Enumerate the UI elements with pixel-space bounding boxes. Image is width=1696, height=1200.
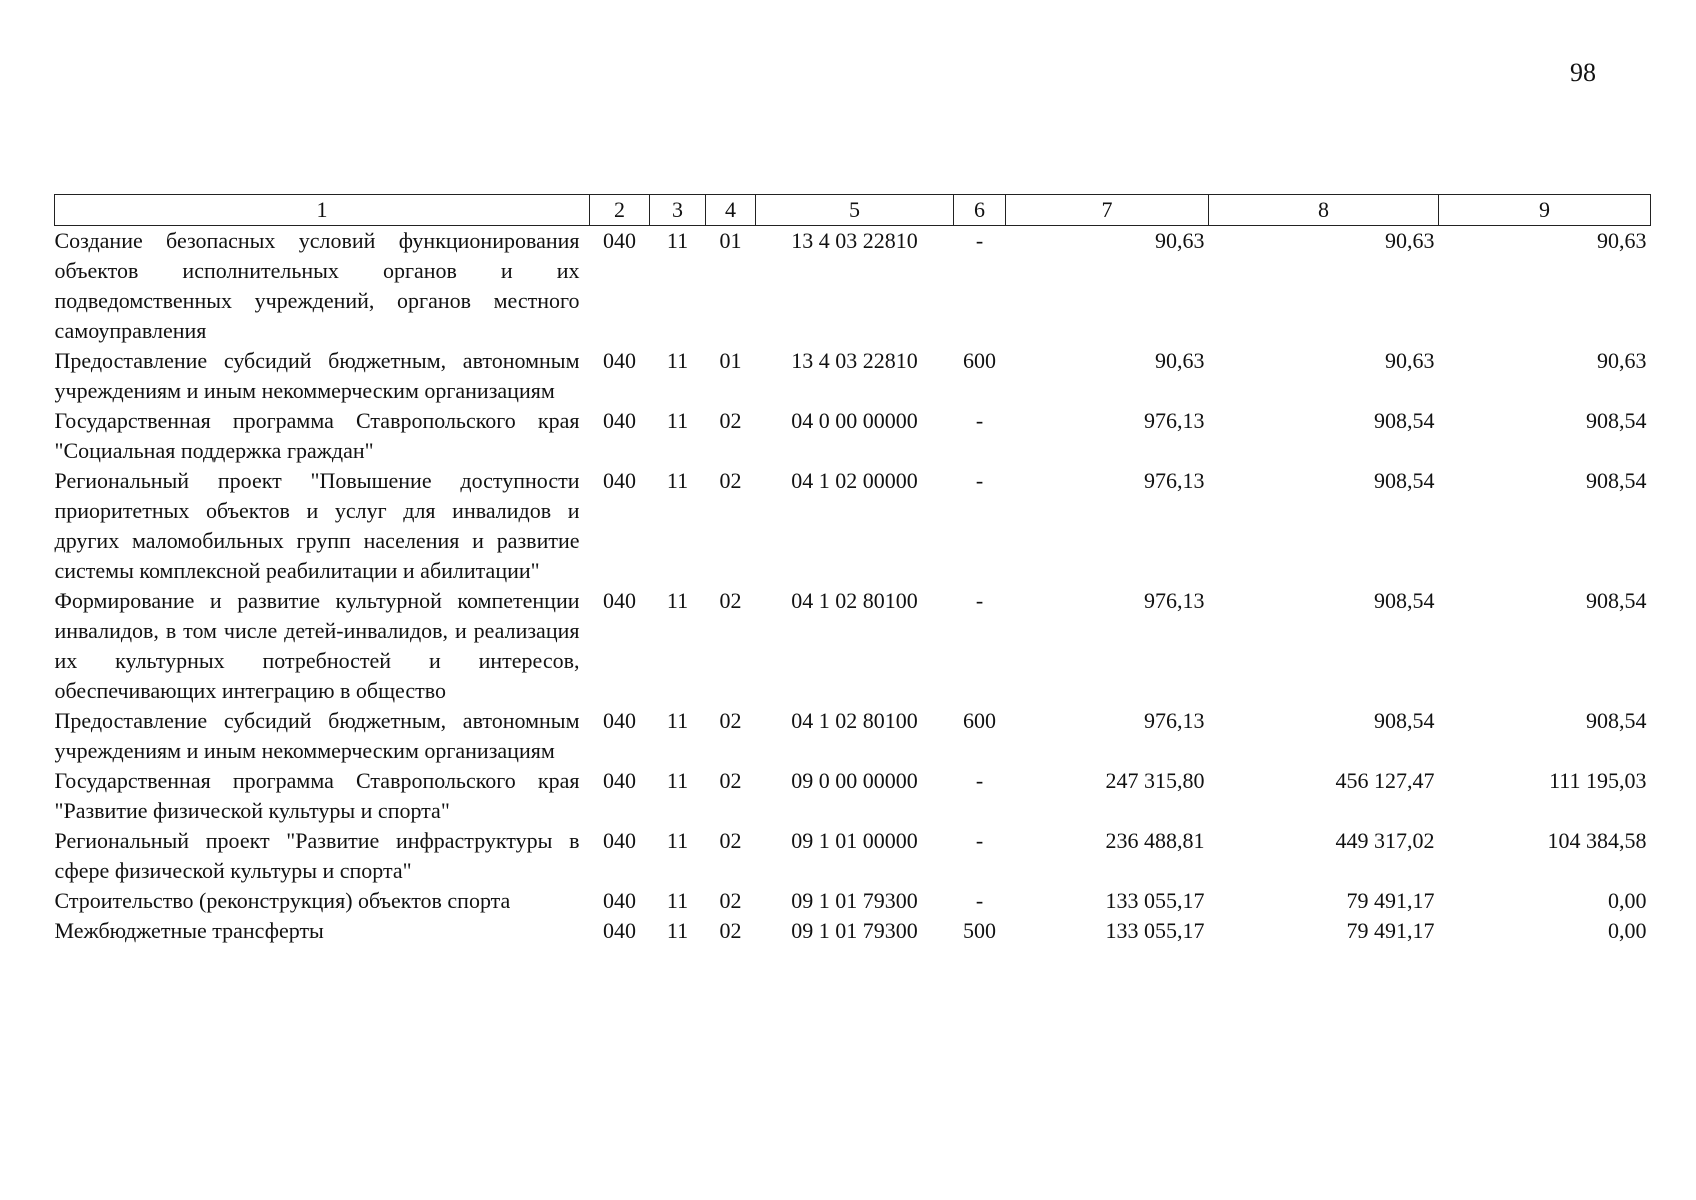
cell-expense-type: -: [975, 468, 984, 493]
cell-section: 11: [666, 828, 689, 853]
header-cell: 3: [650, 195, 706, 226]
cell-section: 11: [666, 588, 689, 613]
table-row: [55, 226, 1651, 347]
cell-ministry-code: 040: [603, 888, 636, 913]
cell-section: 11: [666, 918, 689, 943]
cell-amount-9: 90,63: [1597, 348, 1647, 373]
cell-ministry-code: 040: [603, 468, 636, 493]
cell-subsection: 02: [719, 408, 742, 433]
cell-amount-7: 976,13: [1144, 588, 1205, 613]
cell-expense-type: 600: [963, 348, 996, 373]
cell-subsection: 02: [719, 828, 742, 853]
cell-amount-7: 133 055,17: [1105, 918, 1205, 943]
row-name: Региональный проект "Повышение доступности приоритетных объектов и услуг для инвалидов и других маломобильных групп населения и развитие системы комплексной реабилитации и абилитации": [54, 468, 580, 583]
cell-target-article: 09 0 00 00000: [791, 768, 918, 793]
cell-section: 11: [666, 888, 689, 913]
row-name: Государственная программа Ставропольского края "Развитие физической культуры и спорта": [54, 768, 580, 823]
cell-amount-7: 976,13: [1144, 408, 1205, 433]
cell-subsection: 01: [719, 228, 742, 253]
cell-target-article: 04 1 02 80100: [791, 708, 918, 733]
table-row: [55, 886, 1651, 916]
row-name: Межбюджетные трансферты: [54, 918, 324, 943]
cell-ministry-code: 040: [603, 588, 636, 613]
cell-amount-9: 908,54: [1586, 408, 1647, 433]
table-row: [55, 706, 1651, 766]
cell-section: 11: [666, 468, 689, 493]
cell-target-article: 09 1 01 00000: [791, 828, 918, 853]
cell-ministry-code: 040: [603, 408, 636, 433]
row-name: Региональный проект "Развитие инфраструктуры в сфере физической культуры и спорта": [54, 828, 580, 883]
header-row: [55, 195, 1651, 226]
cell-target-article: 09 1 01 79300: [791, 918, 918, 943]
header-cell: 1: [55, 195, 590, 226]
cell-amount-8: 908,54: [1374, 588, 1435, 613]
table-row: [55, 406, 1651, 466]
cell-expense-type: -: [975, 768, 984, 793]
cell-amount-9: 908,54: [1586, 588, 1647, 613]
cell-expense-type: -: [975, 408, 984, 433]
cell-subsection: 02: [719, 588, 742, 613]
cell-expense-type: -: [975, 888, 984, 913]
table-row: [55, 346, 1651, 406]
cell-target-article: 04 1 02 80100: [791, 588, 918, 613]
cell-section: 11: [666, 768, 689, 793]
cell-section: 11: [666, 348, 689, 373]
cell-amount-7: 247 315,80: [1105, 768, 1205, 793]
cell-amount-9: 104 384,58: [1547, 828, 1647, 853]
cell-subsection: 02: [719, 918, 742, 943]
header-cell: 8: [1209, 195, 1439, 226]
cell-amount-7: 133 055,17: [1105, 888, 1205, 913]
cell-subsection: 02: [719, 768, 742, 793]
cell-amount-7: 976,13: [1144, 708, 1205, 733]
cell-subsection: 01: [719, 348, 742, 373]
cell-expense-type: 500: [963, 918, 996, 943]
cell-target-article: 13 4 03 22810: [791, 228, 918, 253]
cell-target-article: 09 1 01 79300: [791, 888, 918, 913]
header-cell: 7: [1006, 195, 1209, 226]
header-cell: 6: [954, 195, 1006, 226]
header-cell: 9: [1439, 195, 1651, 226]
cell-ministry-code: 040: [603, 348, 636, 373]
row-name: Предоставление субсидий бюджетным, автономным учреждениям и иным некоммерческим организациям: [54, 708, 580, 763]
table-row: [55, 766, 1651, 826]
table-row: [55, 916, 1651, 946]
cell-amount-8: 90,63: [1385, 348, 1435, 373]
cell-amount-8: 908,54: [1374, 708, 1435, 733]
cell-ministry-code: 040: [603, 768, 636, 793]
cell-amount-8: 79 491,17: [1346, 918, 1435, 943]
cell-amount-7: 976,13: [1144, 468, 1205, 493]
row-name: Предоставление субсидий бюджетным, автономным учреждениям и иным некоммерческим организациям: [54, 348, 580, 403]
cell-amount-8: 90,63: [1385, 228, 1435, 253]
cell-ministry-code: 040: [603, 828, 636, 853]
cell-section: 11: [666, 708, 689, 733]
cell-section: 11: [666, 228, 689, 253]
cell-amount-8: 908,54: [1374, 408, 1435, 433]
cell-section: 11: [666, 408, 689, 433]
cell-amount-7: 90,63: [1155, 228, 1205, 253]
cell-amount-7: 90,63: [1155, 348, 1205, 373]
cell-subsection: 02: [719, 468, 742, 493]
cell-amount-8: 908,54: [1374, 468, 1435, 493]
cell-amount-9: 0,00: [1608, 888, 1647, 913]
row-name: Строительство (реконструкция) объектов спорта: [54, 888, 511, 913]
page-number: 98: [1570, 58, 1596, 87]
cell-ministry-code: 040: [603, 228, 636, 253]
table-row: [55, 466, 1651, 586]
cell-expense-type: 600: [963, 708, 996, 733]
cell-amount-9: 908,54: [1586, 468, 1647, 493]
cell-expense-type: -: [975, 588, 984, 613]
cell-amount-9: 90,63: [1597, 228, 1647, 253]
cell-subsection: 02: [719, 708, 742, 733]
cell-subsection: 02: [719, 888, 742, 913]
cell-expense-type: -: [975, 228, 984, 253]
table-row: [55, 826, 1651, 886]
cell-target-article: 04 0 00 00000: [791, 408, 918, 433]
header-cell: 2: [590, 195, 650, 226]
header-cell: 4: [706, 195, 756, 226]
cell-ministry-code: 040: [603, 918, 636, 943]
table-row: [55, 586, 1651, 706]
cell-ministry-code: 040: [603, 708, 636, 733]
cell-target-article: 04 1 02 00000: [791, 468, 918, 493]
cell-amount-9: 908,54: [1586, 708, 1647, 733]
cell-amount-9: 0,00: [1608, 918, 1647, 943]
cell-amount-8: 456 127,47: [1335, 768, 1435, 793]
row-name: Создание безопасных условий функционирования объектов исполнительных органов и их подведомственных учреждений, органов местного самоуправления: [54, 228, 580, 343]
row-name: Формирование и развитие культурной компетенции инвалидов, в том числе детей-инвалидов, и реализация их культурных потребностей и интересов, обеспечивающих интеграцию в общество: [54, 588, 580, 703]
cell-amount-8: 449 317,02: [1335, 828, 1435, 853]
budget-table: [54, 194, 1651, 946]
row-name: Государственная программа Ставропольского края "Социальная поддержка граждан": [54, 408, 580, 463]
cell-target-article: 13 4 03 22810: [791, 348, 918, 373]
cell-amount-8: 79 491,17: [1346, 888, 1435, 913]
cell-expense-type: -: [975, 828, 984, 853]
cell-amount-9: 111 195,03: [1549, 768, 1647, 793]
cell-amount-7: 236 488,81: [1105, 828, 1205, 853]
header-cell: 5: [756, 195, 954, 226]
